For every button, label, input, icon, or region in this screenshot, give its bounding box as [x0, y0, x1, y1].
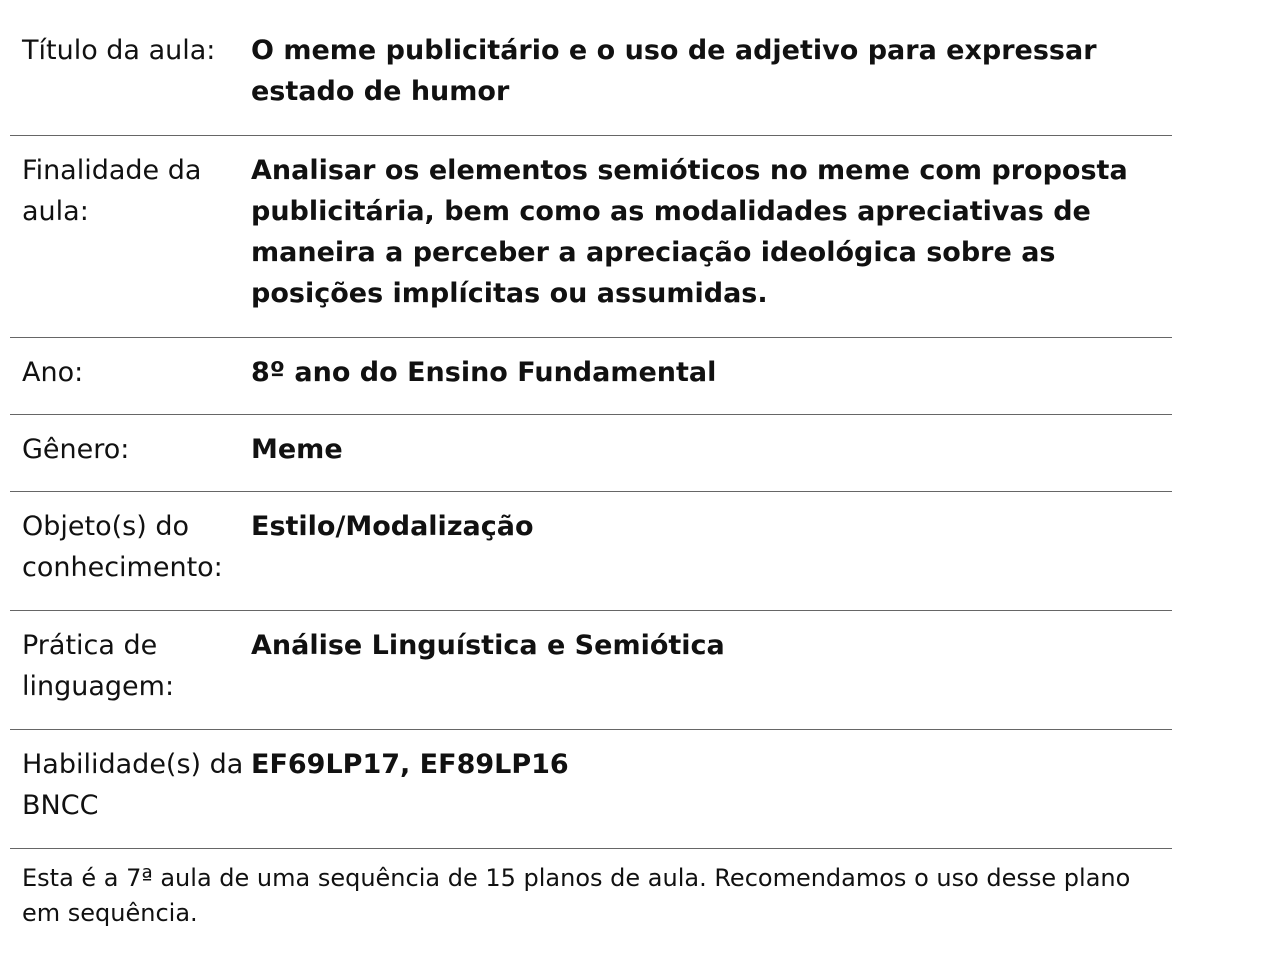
row-label: Objeto(s) do conhecimento: [22, 511, 223, 583]
row-objeto [10, 492, 1172, 611]
row-value: 8º ano do Ensino Fundamental [251, 357, 717, 388]
row-titulo [10, 0, 1172, 136]
row-value: Estilo/Modalização [251, 511, 534, 542]
row-label: Gênero: [22, 434, 130, 465]
row-finalidade [10, 136, 1172, 338]
row-label: Prática de linguagem: [22, 630, 175, 702]
row-value: Analisar os elementos semióticos no meme com proposta publicitária, bem como as modalidades apreciativas de maneira a perceber a apreciação ideológica sobre as posições implícitas ou assumidas. [251, 155, 1128, 309]
row-value: O meme publicitário e o uso de adjetivo para expressar estado de humor [251, 35, 1097, 107]
lesson-plan-table [10, 0, 1172, 931]
row-genero [10, 415, 1172, 492]
row-value: Análise Linguística e Semiótica [251, 630, 725, 661]
row-label: Ano: [22, 357, 84, 388]
row-label: Título da aula: [22, 35, 216, 66]
sequence-footnote: Esta é a 7ª aula de uma sequência de 15 planos de aula. Recomendamos o uso desse plano em sequência. [22, 864, 1131, 927]
row-label: Finalidade da aula: [22, 155, 202, 227]
row-value: EF69LP17, EF89LP16 [251, 749, 569, 780]
row-value: Meme [251, 434, 343, 465]
row-label: Habilidade(s) da BNCC [22, 749, 244, 821]
row-pratica [10, 611, 1172, 730]
row-ano [10, 338, 1172, 415]
row-habilidades [10, 730, 1172, 849]
